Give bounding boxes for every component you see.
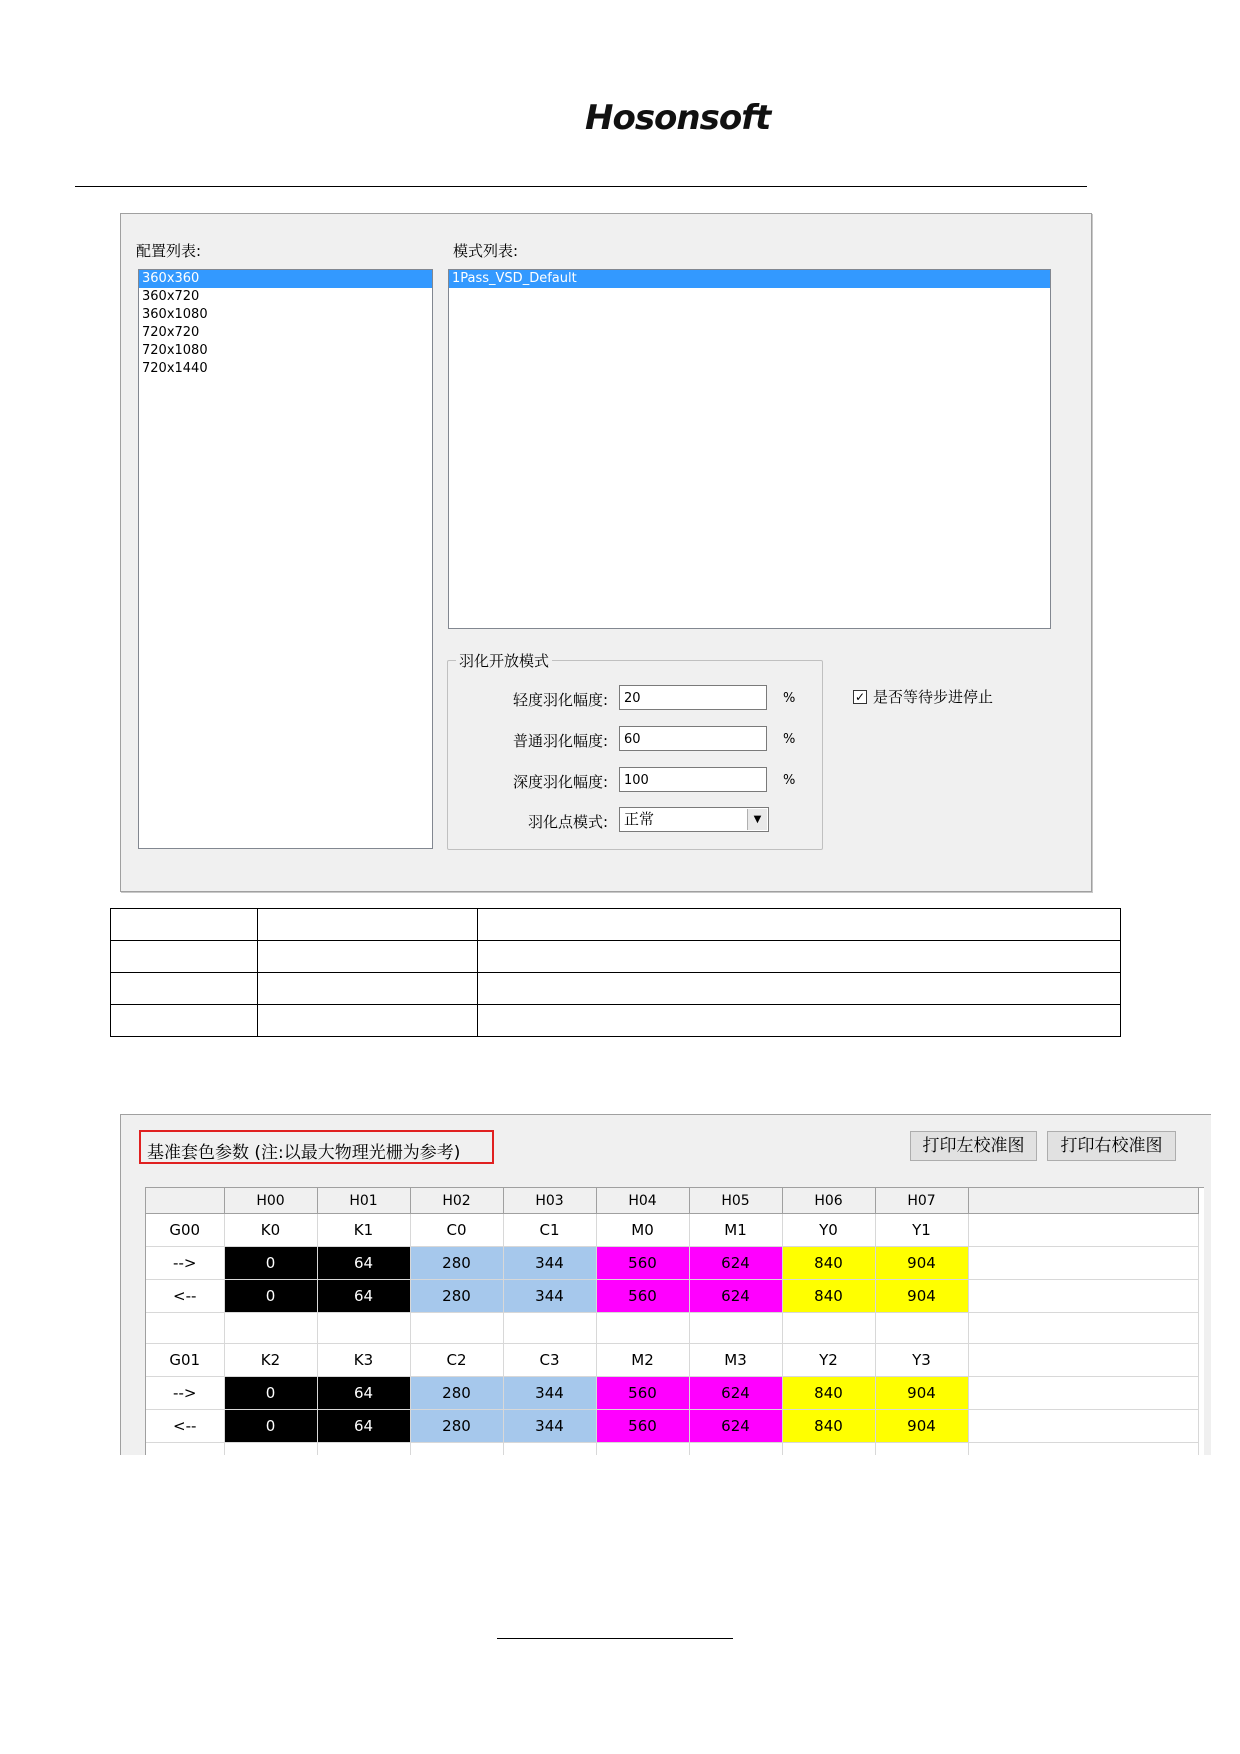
column-header (146, 1188, 224, 1214)
head-label: K2 (224, 1344, 317, 1377)
point-mode-select[interactable] (619, 807, 769, 832)
backward-offset-cell[interactable]: 560 (596, 1410, 689, 1443)
config-list-item[interactable]: 720x1080 (142, 343, 208, 358)
spacer-cell (596, 1313, 689, 1344)
mode-listbox[interactable] (448, 269, 1051, 629)
backward-offset-cell[interactable]: 904 (875, 1410, 968, 1443)
forward-offset-cell[interactable]: 560 (596, 1377, 689, 1410)
checkmark-icon: ✓ (854, 690, 866, 704)
config-list-item[interactable]: 720x720 (142, 325, 200, 340)
deep-feather-input[interactable]: 100 (619, 767, 767, 792)
group-label: G00 (146, 1214, 224, 1247)
mode-list-label: 模式列表: (453, 242, 519, 260)
backward-direction-label: <-- (146, 1410, 224, 1443)
group-head-row (146, 1344, 1198, 1377)
filler-cell (968, 1377, 1198, 1410)
head-label: K3 (317, 1344, 410, 1377)
forward-offset-cell[interactable]: 840 (782, 1377, 875, 1410)
light-feather-input[interactable]: 20 (619, 685, 767, 710)
forward-offset-cell[interactable]: 0 (224, 1377, 317, 1410)
head-label: Y0 (782, 1214, 875, 1247)
table-row (111, 909, 1121, 941)
print-right-calibration-button[interactable]: 打印右校准图 (1047, 1131, 1176, 1161)
config-listbox[interactable] (138, 269, 433, 849)
head-label: C0 (410, 1214, 503, 1247)
backward-offset-cell[interactable]: 344 (503, 1410, 596, 1443)
spacer-cell (410, 1443, 503, 1456)
head-label: Y3 (875, 1344, 968, 1377)
config-list-item[interactable]: 360x1080 (142, 307, 208, 322)
backward-offset-cell[interactable]: 0 (224, 1410, 317, 1443)
forward-offset-cell[interactable]: 904 (875, 1247, 968, 1280)
table-row (111, 973, 1121, 1005)
light-feather-unit: % (783, 691, 796, 706)
backward-offset-cell[interactable]: 624 (689, 1410, 782, 1443)
column-header: H01 (317, 1188, 410, 1214)
head-label: M1 (689, 1214, 782, 1247)
spacer-cell (503, 1443, 596, 1456)
mode-list-item[interactable]: 1Pass_VSD_Default (449, 270, 1050, 288)
forward-offset-cell[interactable]: 280 (410, 1377, 503, 1410)
table-row (111, 1005, 1121, 1037)
normal-feather-unit: % (783, 732, 796, 747)
head-label: M2 (596, 1344, 689, 1377)
head-label: Y1 (875, 1214, 968, 1247)
head-label: M0 (596, 1214, 689, 1247)
config-list-item[interactable]: 360x360 (139, 270, 432, 288)
backward-offset-cell[interactable]: 280 (410, 1410, 503, 1443)
hosonsoft-logo: Hosonsoft (585, 98, 771, 138)
forward-offset-cell[interactable]: 0 (224, 1247, 317, 1280)
filler-cell (968, 1344, 1198, 1377)
forward-offset-cell[interactable]: 560 (596, 1247, 689, 1280)
spacer-cell (224, 1313, 317, 1344)
normal-feather-input[interactable]: 60 (619, 726, 767, 751)
calibration-grid (145, 1187, 1204, 1455)
feather-mode-group (447, 652, 823, 850)
forward-direction-label: --> (146, 1377, 224, 1410)
color-calibration-dialog (120, 1114, 1211, 1455)
forward-offset-cell[interactable]: 904 (875, 1377, 968, 1410)
footer-link-underline (497, 1638, 733, 1639)
forward-offset-row (146, 1247, 1198, 1280)
spacer-cell (875, 1443, 968, 1456)
chevron-down-icon[interactable]: ▼ (747, 809, 767, 830)
column-header: H06 (782, 1188, 875, 1214)
head-label: K0 (224, 1214, 317, 1247)
feather-group-title: 羽化开放模式 (456, 650, 552, 671)
spacer-cell (968, 1443, 1198, 1456)
spacer-cell (317, 1313, 410, 1344)
forward-offset-cell[interactable]: 344 (503, 1377, 596, 1410)
backward-offset-cell[interactable]: 64 (317, 1410, 410, 1443)
head-label: C2 (410, 1344, 503, 1377)
point-mode-value: 正常 (624, 810, 655, 828)
spacer-row (146, 1443, 1198, 1456)
spacer-cell (968, 1313, 1198, 1344)
config-list-item[interactable]: 360x720 (142, 289, 200, 304)
backward-offset-cell[interactable]: 560 (596, 1280, 689, 1313)
forward-offset-cell[interactable]: 280 (410, 1247, 503, 1280)
backward-offset-row (146, 1280, 1198, 1313)
spacer-row (146, 1313, 1198, 1344)
filler-cell (968, 1410, 1198, 1443)
spacer-cell (782, 1443, 875, 1456)
spacer-cell (146, 1313, 224, 1344)
spacer-cell (875, 1313, 968, 1344)
spacer-cell (410, 1313, 503, 1344)
forward-offset-cell[interactable]: 64 (317, 1377, 410, 1410)
point-mode-label: 羽化点模式: (527, 813, 608, 831)
head-label: C3 (503, 1344, 596, 1377)
filler-cell (968, 1280, 1198, 1313)
filler-cell (968, 1247, 1198, 1280)
table-row (111, 941, 1121, 973)
group-head-row (146, 1214, 1198, 1247)
backward-offset-cell[interactable]: 280 (410, 1280, 503, 1313)
backward-direction-label: <-- (146, 1280, 224, 1313)
column-header: H07 (875, 1188, 968, 1214)
filler-cell (968, 1214, 1198, 1247)
backward-offset-cell[interactable]: 624 (689, 1280, 782, 1313)
feather-config-dialog (120, 213, 1092, 892)
forward-offset-cell[interactable]: 344 (503, 1247, 596, 1280)
spacer-cell (689, 1313, 782, 1344)
header-divider (75, 186, 1087, 187)
calibration-table (146, 1188, 1199, 1455)
backward-offset-cell[interactable]: 840 (782, 1280, 875, 1313)
head-label: K1 (317, 1214, 410, 1247)
column-header: H05 (689, 1188, 782, 1214)
head-label: Y2 (782, 1344, 875, 1377)
backward-offset-cell[interactable]: 344 (503, 1280, 596, 1313)
normal-feather-label: 普通羽化幅度: (512, 732, 608, 750)
spacer-cell (689, 1443, 782, 1456)
spacer-cell (317, 1443, 410, 1456)
spacer-cell (146, 1443, 224, 1456)
forward-offset-row (146, 1377, 1198, 1410)
print-left-calibration-button[interactable]: 打印左校准图 (910, 1131, 1037, 1161)
calibration-title-highlight (139, 1130, 494, 1164)
deep-feather-unit: % (783, 773, 796, 788)
spacer-cell (782, 1313, 875, 1344)
deep-feather-label: 深度羽化幅度: (512, 773, 608, 791)
empty-parameter-table (110, 908, 1121, 1037)
head-label: M3 (689, 1344, 782, 1377)
calibration-title: 基准套色参数 (注:以最大物理光栅为参考) (147, 1143, 461, 1163)
backward-offset-row (146, 1410, 1198, 1443)
column-header: H04 (596, 1188, 689, 1214)
spacer-cell (596, 1443, 689, 1456)
forward-offset-cell[interactable]: 840 (782, 1247, 875, 1280)
column-header: H02 (410, 1188, 503, 1214)
backward-offset-cell[interactable]: 0 (224, 1280, 317, 1313)
backward-offset-cell[interactable]: 904 (875, 1280, 968, 1313)
column-header: H00 (224, 1188, 317, 1214)
head-label: C1 (503, 1214, 596, 1247)
forward-offset-cell[interactable]: 624 (689, 1247, 782, 1280)
backward-offset-cell[interactable]: 840 (782, 1410, 875, 1443)
spacer-cell (503, 1313, 596, 1344)
forward-offset-cell[interactable]: 64 (317, 1247, 410, 1280)
forward-offset-cell[interactable]: 624 (689, 1377, 782, 1410)
column-header: H03 (503, 1188, 596, 1214)
config-list-item[interactable]: 720x1440 (142, 361, 208, 376)
backward-offset-cell[interactable]: 64 (317, 1280, 410, 1313)
light-feather-label: 轻度羽化幅度: (512, 691, 608, 709)
column-header-filler (968, 1188, 1198, 1214)
wait-step-label: 是否等待步进停止 (873, 688, 994, 706)
grid-header-row (146, 1188, 1198, 1214)
forward-direction-label: --> (146, 1247, 224, 1280)
group-label: G01 (146, 1344, 224, 1377)
config-list-label: 配置列表: (136, 242, 202, 260)
wait-step-checkbox[interactable] (853, 690, 867, 704)
spacer-cell (224, 1443, 317, 1456)
